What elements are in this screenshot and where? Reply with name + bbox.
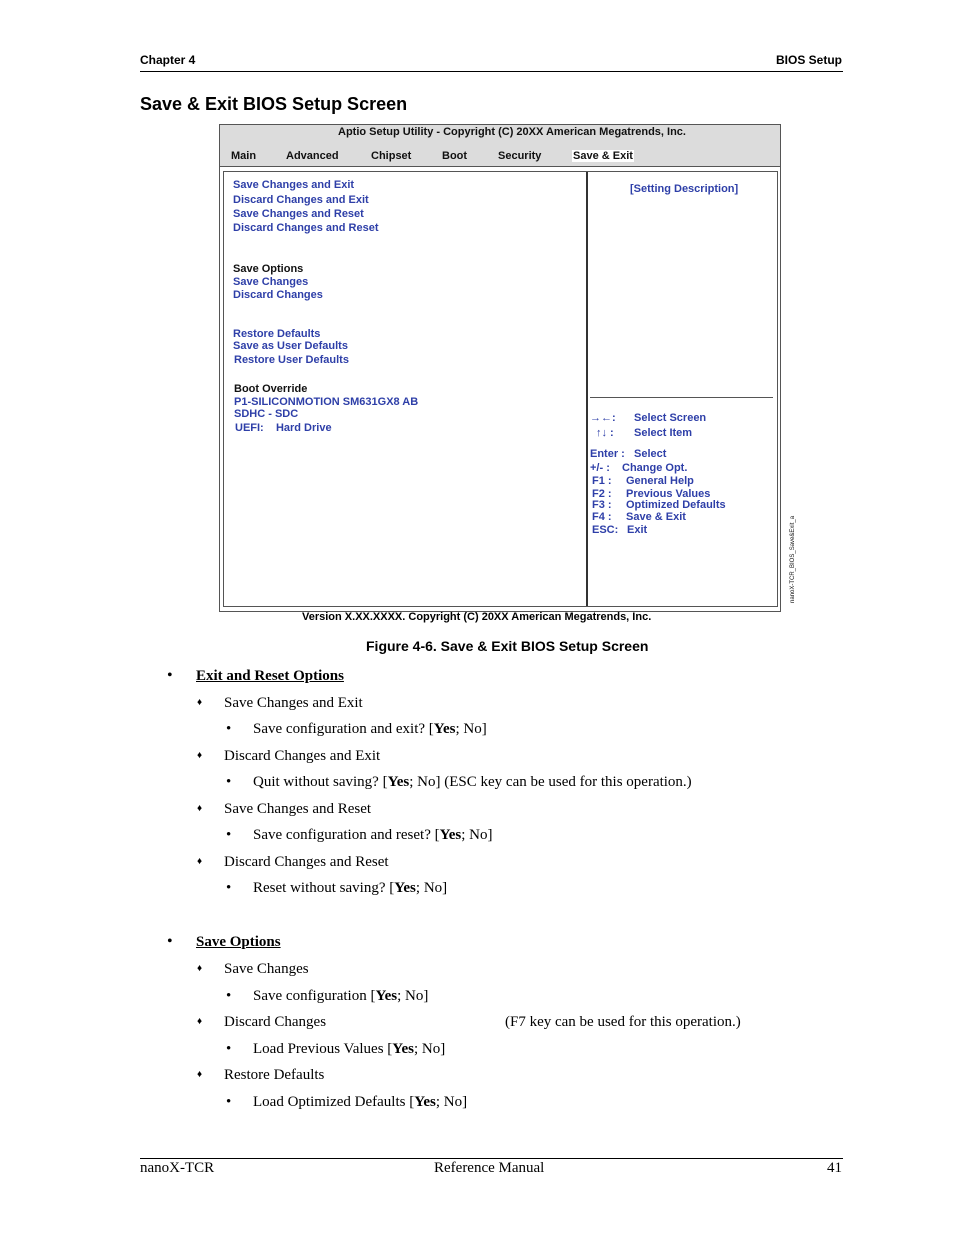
bios-screen (219, 124, 781, 612)
section-heading-save-options: Save Options (196, 934, 281, 950)
footer-manual: Reference Manual (434, 1160, 545, 1176)
option-note: (F7 key can be used for this operation.) (505, 1014, 741, 1030)
key-f1: F1 : (592, 475, 612, 487)
diamond-bullet-icon: ♦ (197, 1069, 203, 1080)
key-f2: F2 : (592, 488, 612, 500)
tab-chipset[interactable]: Chipset (371, 150, 412, 162)
key-label: General Help (626, 475, 694, 487)
setting-description: [Setting Description] (630, 183, 739, 195)
tab-advanced[interactable]: Advanced (286, 150, 339, 162)
bios-footer: Version X.XX.XXXX. Copyright (C) 20XX American Megatrends, Inc. (302, 611, 652, 623)
diamond-bullet-icon: ♦ (197, 1016, 203, 1027)
page-title: Save & Exit BIOS Setup Screen (140, 94, 408, 114)
bullet-icon: • (226, 774, 232, 790)
option-name: Discard Changes and Exit (224, 748, 381, 764)
bullet-icon: • (226, 827, 232, 843)
bios-title: Aptio Setup Utility - Copyright (C) 20XX American Megatrends, Inc. (338, 126, 686, 138)
discard-changes-item[interactable]: Discard Changes (233, 289, 323, 301)
option-name: Save Changes (224, 961, 309, 977)
save-changes-item[interactable]: Save Changes (233, 276, 309, 288)
bullet-icon: • (226, 1041, 232, 1057)
key-esc: ESC: (592, 524, 619, 536)
key-label: Previous Values (626, 488, 711, 500)
bullet-icon: • (226, 1094, 232, 1110)
tab-save-exit[interactable]: Save & Exit (573, 150, 633, 162)
tab-security[interactable]: Security (498, 150, 542, 162)
help-divider (590, 397, 773, 398)
key-arrows-lr: →←: (590, 412, 616, 424)
bullet-icon: • (226, 721, 232, 737)
tab-boot[interactable]: Boot (442, 150, 468, 162)
option-detail: Load Optimized Defaults [Yes; No] (253, 1094, 468, 1110)
diamond-bullet-icon: ♦ (197, 750, 203, 761)
bullet-icon: • (167, 667, 173, 684)
header-rule (140, 71, 843, 72)
restore-defaults-item[interactable]: Restore Defaults (233, 328, 321, 340)
key-label: Exit (627, 524, 648, 536)
save-options-heading: Save Options (233, 263, 304, 275)
boot-device-item[interactable]: P1-SILICONMOTION SM631GX8 AB (234, 396, 419, 408)
bullet-icon: • (167, 933, 173, 950)
option-name: Discard Changes and Reset (224, 854, 389, 870)
option-detail: Save configuration [Yes; No] (253, 988, 429, 1004)
diamond-bullet-icon: ♦ (197, 803, 203, 814)
key-label: Select (634, 448, 667, 460)
chapter-label: Chapter 4 (140, 53, 196, 67)
option-detail: Quit without saving? [Yes; No] (ESC key can be used for this operation.) (253, 774, 692, 790)
key-label: Change Opt. (622, 462, 688, 474)
bios-right-panel (586, 171, 778, 607)
save-changes-and-exit-item[interactable]: Save Changes and Exit (233, 179, 355, 191)
diamond-bullet-icon: ♦ (197, 856, 203, 867)
save-user-defaults-item[interactable]: Save as User Defaults (233, 340, 348, 352)
option-detail: Save configuration and reset? [Yes; No] (253, 827, 493, 843)
option-detail: Save configuration and exit? [Yes; No] (253, 721, 487, 737)
save-changes-and-reset-item[interactable]: Save Changes and Reset (233, 208, 364, 220)
tab-main[interactable]: Main (231, 150, 257, 162)
key-enter: Enter : (590, 448, 625, 460)
key-f4: F4 : (592, 511, 612, 523)
key-plus-minus: +/- : (590, 462, 610, 474)
diamond-bullet-icon: ♦ (197, 697, 203, 708)
boot-device-item[interactable]: UEFI: Hard Drive (235, 422, 332, 434)
boot-device-item[interactable]: SDHC - SDC (234, 408, 299, 420)
key-label: Select Item (634, 427, 693, 439)
option-detail: Reset without saving? [Yes; No] (253, 880, 448, 896)
figure-side-label: nanoX-TCR_BIOS_Save&Exit_a (790, 515, 796, 603)
footer-product: nanoX-TCR (140, 1160, 215, 1176)
option-detail: Load Previous Values [Yes; No] (253, 1041, 446, 1057)
key-arrows-ud: ↑↓ : (596, 427, 614, 439)
bios-top-bar (220, 125, 780, 167)
discard-changes-and-reset-item[interactable]: Discard Changes and Reset (233, 222, 379, 234)
discard-changes-and-exit-item[interactable]: Discard Changes and Exit (233, 194, 369, 206)
restore-user-defaults-item[interactable]: Restore User Defaults (234, 354, 349, 366)
key-f3: F3 : (592, 499, 612, 511)
figure-caption: Figure 4-6. Save & Exit BIOS Setup Screen (366, 638, 649, 654)
bullet-icon: • (226, 880, 232, 896)
diamond-bullet-icon: ♦ (197, 963, 203, 974)
option-name: Save Changes and Exit (224, 695, 363, 711)
boot-override-heading: Boot Override (234, 383, 308, 395)
option-name: Discard Changes (224, 1014, 327, 1030)
section-label: BIOS Setup (775, 53, 842, 67)
bullet-icon: • (226, 988, 232, 1004)
page-number: 41 (827, 1160, 842, 1176)
key-label: Optimized Defaults (626, 499, 726, 511)
option-name: Save Changes and Reset (224, 801, 372, 817)
key-label: Save & Exit (626, 511, 686, 523)
option-name: Restore Defaults (224, 1067, 325, 1083)
key-label: Select Screen (634, 412, 707, 424)
section-heading-exit-reset: Exit and Reset Options (196, 668, 344, 684)
footer-rule (140, 1158, 843, 1159)
